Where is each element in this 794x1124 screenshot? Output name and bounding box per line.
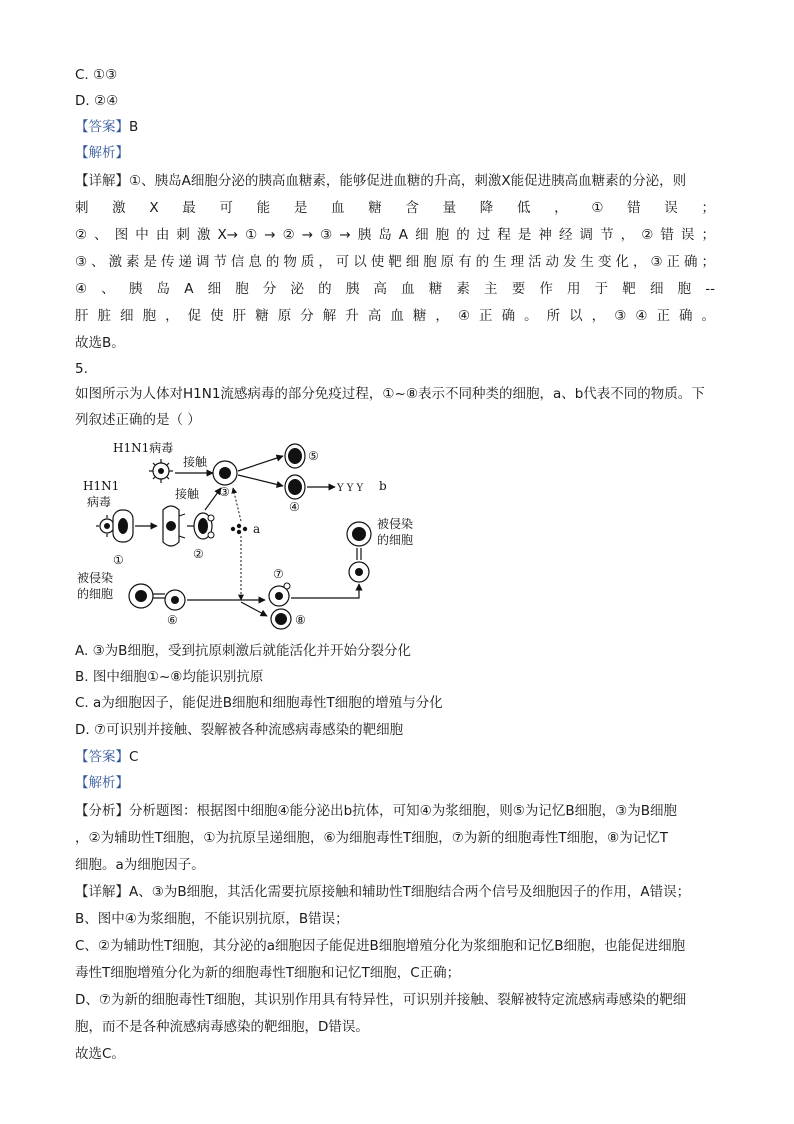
q5-stem-line: 如图所示为人体对H1N1流感病毒的部分免疫过程，①~⑧表示不同种类的细胞，a、b代表不同的物质。下 (75, 386, 705, 402)
q5-analysis-line: C、②为辅助性T细胞，其分泌的a细胞因子能促进B细胞增殖分化为浆细胞和记忆B细胞，也能促进细胞 (75, 938, 686, 954)
cell-7-number: ⑦ (273, 567, 284, 581)
infected-cell-label: 的细胞 (377, 533, 414, 547)
answer-value: B (129, 119, 139, 135)
q5-analysis-line: 故选C。 (75, 1046, 125, 1062)
cell-2-number: ② (193, 547, 204, 561)
q4-detail-line: 【详解】①、胰岛A细胞分泌的胰高血糖素，能够促进血糖的升高，刺激X能促进胰高血糖素的分泌，则 (75, 173, 687, 189)
cell-2 (194, 513, 214, 539)
cell-3-number: ③ (219, 485, 230, 499)
virus-icon (149, 459, 173, 483)
q5-analysis-line: ，②为辅助性T细胞，①为抗原呈递细胞，⑥为细胞毒性T细胞，⑦为新的细胞毒性T细胞，⑧为记忆T (75, 830, 668, 846)
q4-option-c: C. ①③ (75, 67, 118, 83)
cell-4 (285, 475, 305, 499)
contact-label: 接触 (183, 455, 208, 469)
q5-answer (75, 748, 138, 766)
answer-value: C (129, 749, 139, 765)
contact-label: 接触 (175, 487, 200, 501)
cell-1-number: ① (113, 553, 124, 567)
q4-option-d: D. ②④ (75, 93, 119, 109)
answer-tag: 【答案】 (75, 119, 129, 135)
cell-3 (213, 461, 237, 485)
q4-answer (75, 118, 138, 136)
virus-left-label: H1N1 (83, 479, 120, 493)
q4-detail-line: ②、图中由刺激X→①→②→③→胰岛A细胞的过程是神经调节，②错误； (75, 227, 715, 243)
cell-6 (165, 590, 185, 610)
q5-analysis-line: B、图中④为浆细胞，不能识别抗原，B错误； (75, 911, 349, 927)
infected-cell (129, 584, 153, 608)
label-b: b (379, 479, 387, 493)
cytokine-dots (231, 524, 247, 534)
cell-7 (269, 583, 290, 606)
virus-left-label: 病毒 (87, 495, 112, 509)
q5-option-c: C. a为细胞因子，能促进B细胞和细胞毒性T细胞的增殖与分化 (75, 695, 443, 711)
cell-4-number: ④ (289, 500, 300, 514)
killer-t-cell (349, 562, 369, 582)
q4-detail-line: ④、胰岛A细胞分泌的胰高血糖素主要作用于靶细胞-- (75, 281, 715, 297)
q5-number: 5. (75, 361, 88, 377)
cell-5-number: ⑤ (308, 449, 319, 463)
antibody-icon: Y Y Y (337, 483, 364, 494)
answer-tag: 【答案】 (75, 749, 129, 765)
infected-cell-label: 被侵染 (377, 517, 414, 531)
q5-analysis-line: 【分析】分析题图：根据图中细胞④能分泌出b抗体，可知④为浆细胞，则⑤为记忆B细胞，③为B细胞 (75, 803, 678, 819)
q5-analysis-line: 【详解】A、③为B细胞，其活化需要抗原接触和辅助性T细胞结合两个信号及细胞因子的作用，A错误； (75, 884, 691, 900)
q5-analysis-tag: 【解析】 (75, 775, 129, 791)
infected-cell-label: 被侵染 (77, 571, 114, 585)
q4-detail-line: 故选B。 (75, 335, 125, 351)
infected-cell-label: 的细胞 (77, 587, 114, 601)
immune-process-figure (75, 438, 435, 638)
q4-detail-line: 刺激X最可能是血糖含量降低，①错误； (75, 200, 715, 216)
q5-analysis-line: 细胞。a为细胞因子。 (75, 857, 205, 873)
q4-detail-line: ③、激素是传递调节信息的物质，可以使靶细胞原有的生理活动发生变化，③正确； (75, 254, 715, 270)
cell-8 (271, 609, 291, 629)
q5-analysis-line: 胞，而不是各种流感病毒感染的靶细胞，D错误。 (75, 1019, 369, 1035)
virus-top-label: H1N1病毒 (113, 441, 174, 455)
infected-cell (347, 522, 371, 546)
q4-detail-line: 肝脏细胞，促使肝糖原分解升高血糖，④正确。所以，③④正确。 (75, 308, 715, 324)
q5-option-a: A. ③为B细胞，受到抗原刺激后就能活化并开始分裂分化 (75, 643, 411, 659)
cell-8-number: ⑧ (295, 613, 306, 627)
q5-option-d: D. ⑦可识别并接触、裂解被各种流感病毒感染的靶细胞 (75, 722, 404, 738)
q5-stem-line: 列叙述正确的是（ ） (75, 412, 201, 428)
cell-5 (285, 444, 305, 468)
q5-analysis-line: D、⑦为新的细胞毒性T细胞，其识别作用具有特异性，可识别并接触、裂解被特定流感病毒感染的靶细 (75, 992, 687, 1008)
q5-analysis-line: 毒性T细胞增殖分化为新的细胞毒性T细胞和记忆T细胞，C正确； (75, 965, 461, 981)
q4-analysis-tag: 【解析】 (75, 145, 129, 161)
cell-6-number: ⑥ (167, 613, 178, 627)
cell-1 (113, 510, 133, 542)
q5-option-b: B. 图中细胞①~⑧均能识别抗原 (75, 669, 264, 685)
antigen-presenting-cell (163, 506, 185, 546)
label-a: a (253, 522, 261, 536)
